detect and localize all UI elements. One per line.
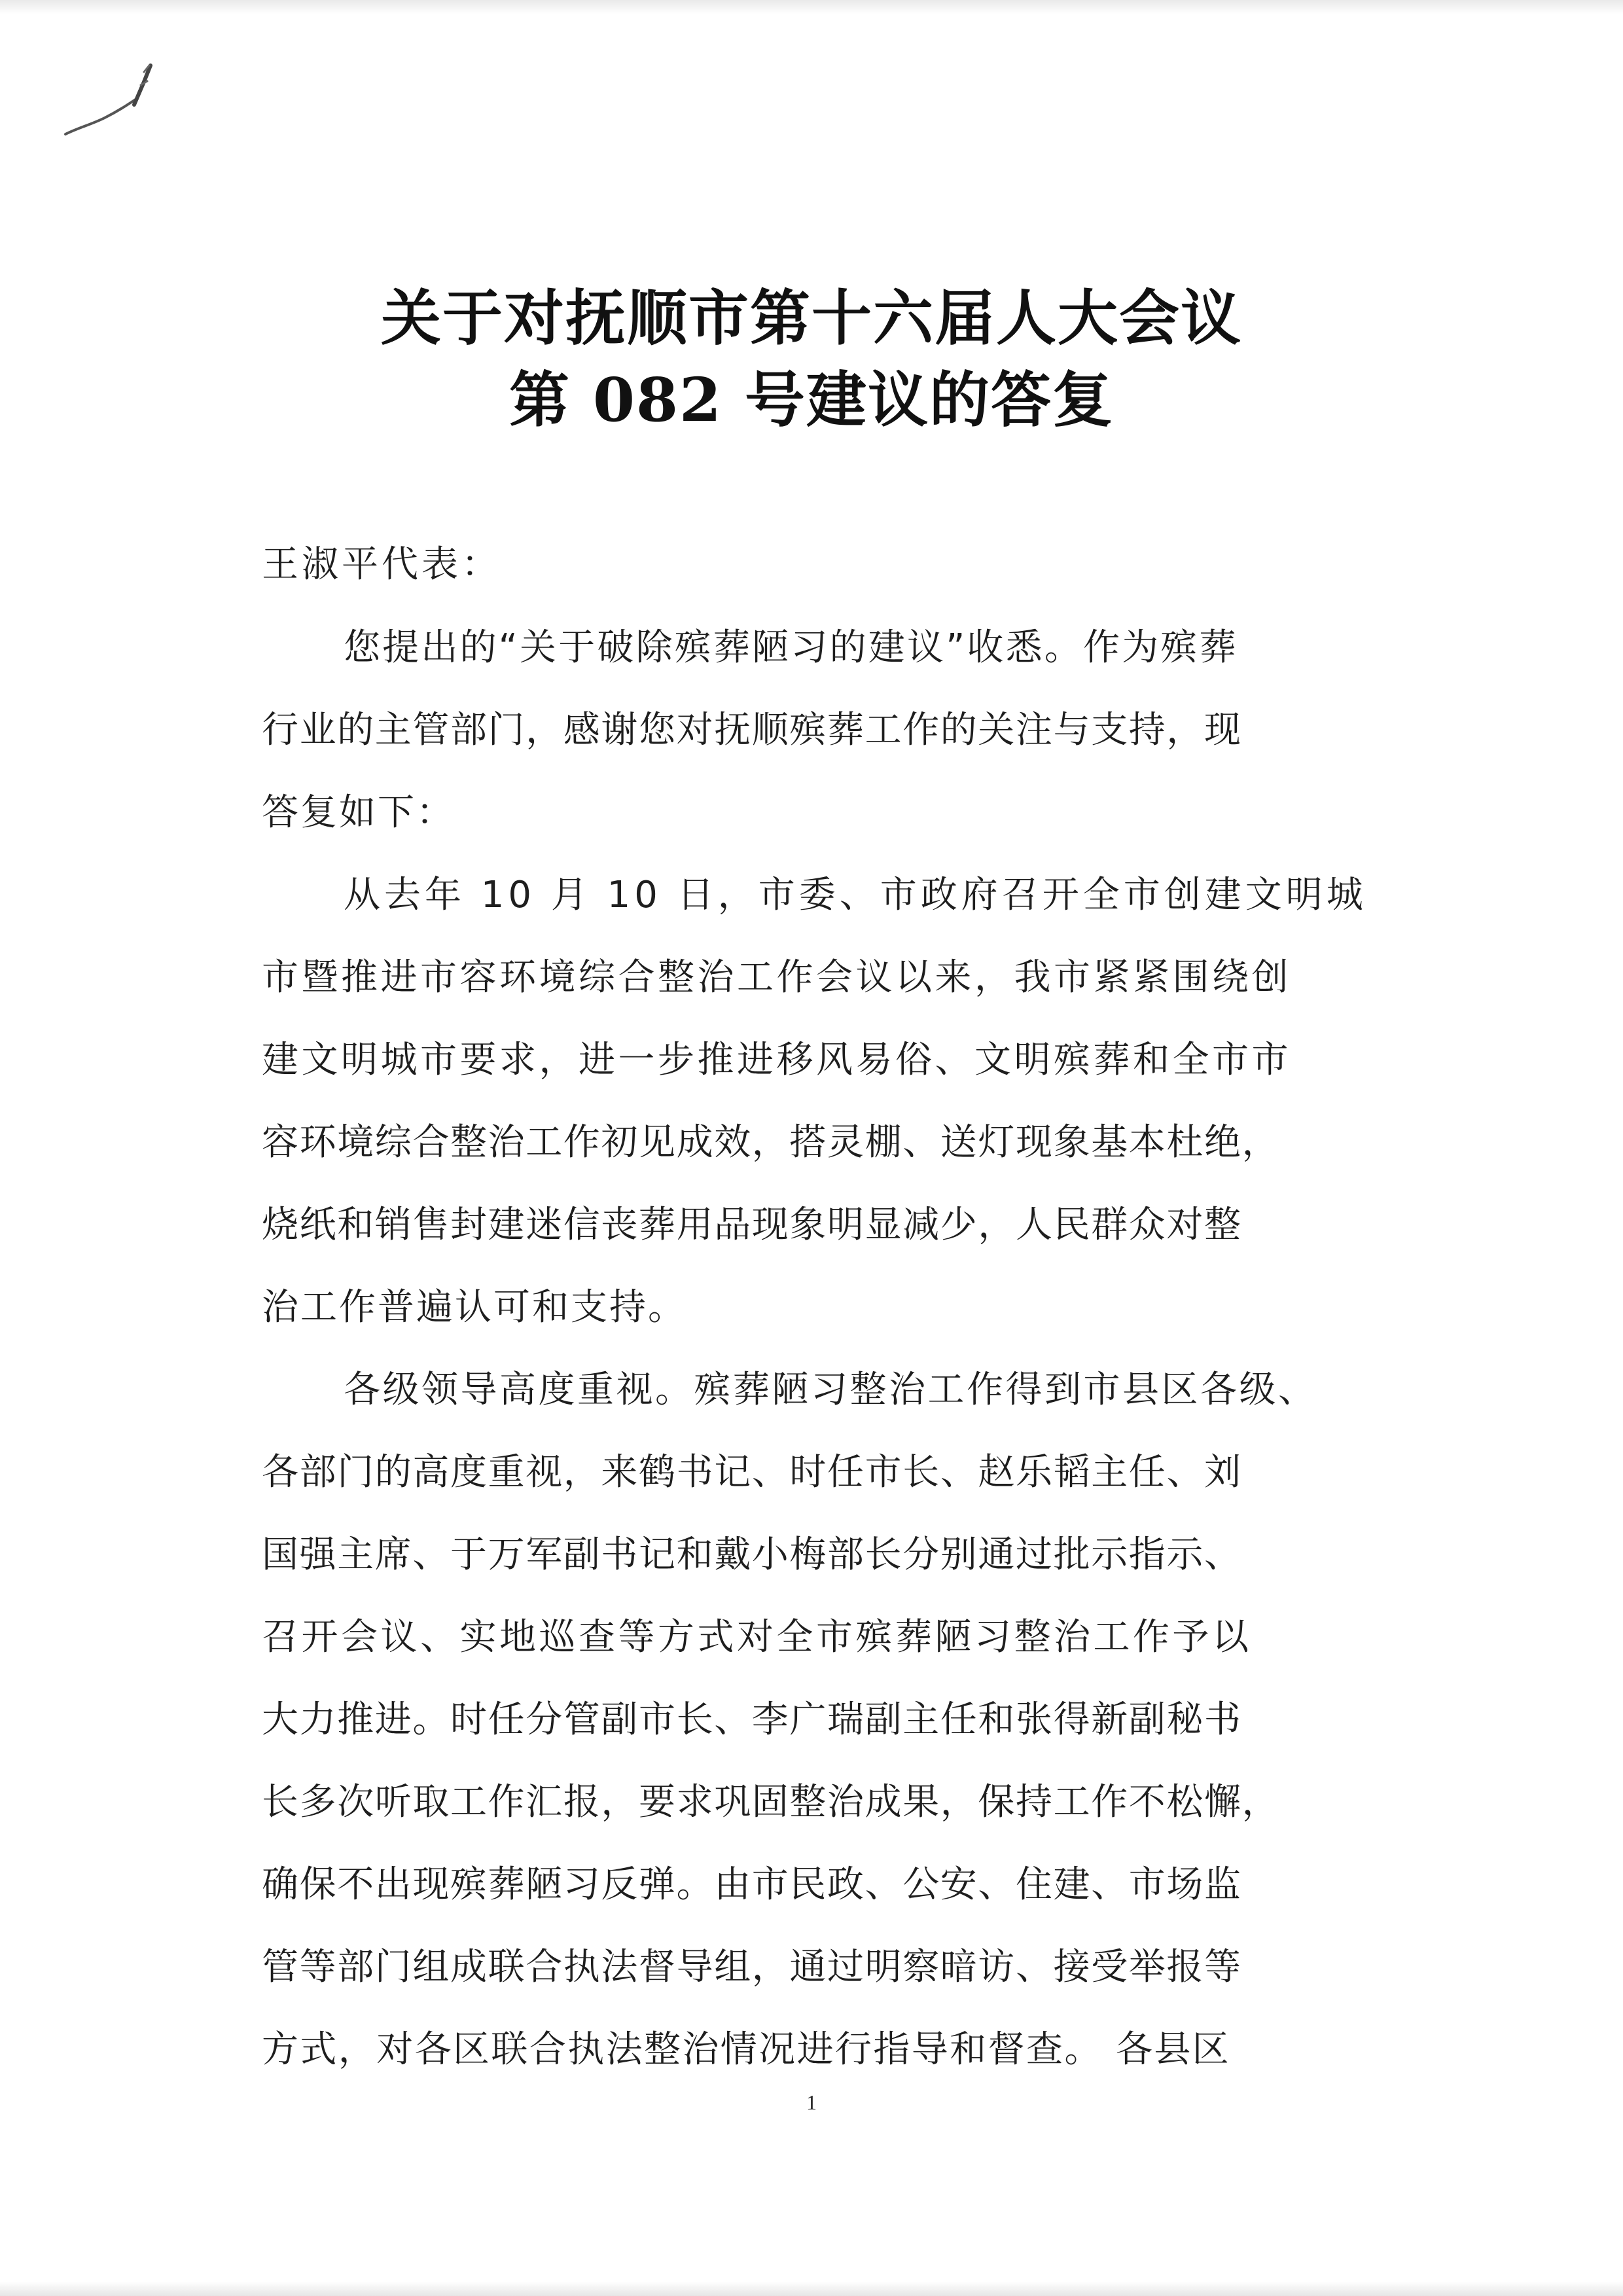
body-line: 管等部门组成联合执法督导组，通过明察暗访、接受举报等 (262, 1946, 1242, 1988)
body-line: 治工作普遍认可和支持。 (262, 1286, 687, 1329)
body-line: 建文明城市要求，进一步推进移风易俗、文明殡葬和全市市 (262, 1039, 1291, 1081)
body-line: 答复如下： (262, 791, 455, 834)
body-line: 方式，对各区联合执法整治情况进行指导和督查。 各县区 (262, 2028, 1231, 2071)
body-line: 各部门的高度重视，来鹤书记、时任市长、赵乐韬主任、刘 (262, 1451, 1242, 1494)
staple-mark (52, 46, 157, 144)
body-line: 市暨推进市容环境综合整治工作会议以来，我市紧紧围绕创 (262, 956, 1291, 999)
scan-top-edge (0, 0, 1623, 14)
body-line: 大力推进。时任分管副市长、李广瑞副主任和张得新副秘书 (262, 1698, 1242, 1741)
scan-bottom-edge (0, 2282, 1623, 2296)
salutation: 王淑平代表： (262, 543, 501, 586)
document-title-line-1: 关于对抚顺市第十六届人大会议 (380, 283, 1242, 353)
body-line: 召开会议、实地巡查等方式对全市殡葬陋习整治工作予以 (262, 1616, 1252, 1659)
body-line: 长多次听取工作汇报，要求巩固整治成果，保持工作不松懈， (262, 1781, 1280, 1823)
body-line: 容环境综合整治工作初见成效，搭灵棚、送灯现象基本杜绝， (262, 1121, 1280, 1164)
document-title-line-2: 第 082 号建议的答复 (508, 365, 1115, 435)
body-line: 各级领导高度重视。殡葬陋习整治工作得到市县区各级、 (344, 1369, 1317, 1411)
body-line: 从去年 10 月 10 日，市委、市政府召开全市创建文明城 (344, 874, 1367, 916)
body-line: 您提出的“关于破除殡葬陋习的建议”收悉。作为殡葬 (344, 626, 1238, 669)
page-number: 1 (806, 2090, 817, 2114)
body-line: 行业的主管部门，感谢您对抚顺殡葬工作的关注与支持，现 (262, 709, 1242, 751)
body-line: 烧纸和销售封建迷信丧葬用品现象明显减少，人民群众对整 (262, 1204, 1242, 1246)
body-line: 国强主席、于万军副书记和戴小梅部长分别通过批示指示、 (262, 1534, 1242, 1576)
body-line: 确保不出现殡葬陋习反弹。由市民政、公安、住建、市场监 (262, 1863, 1242, 1906)
